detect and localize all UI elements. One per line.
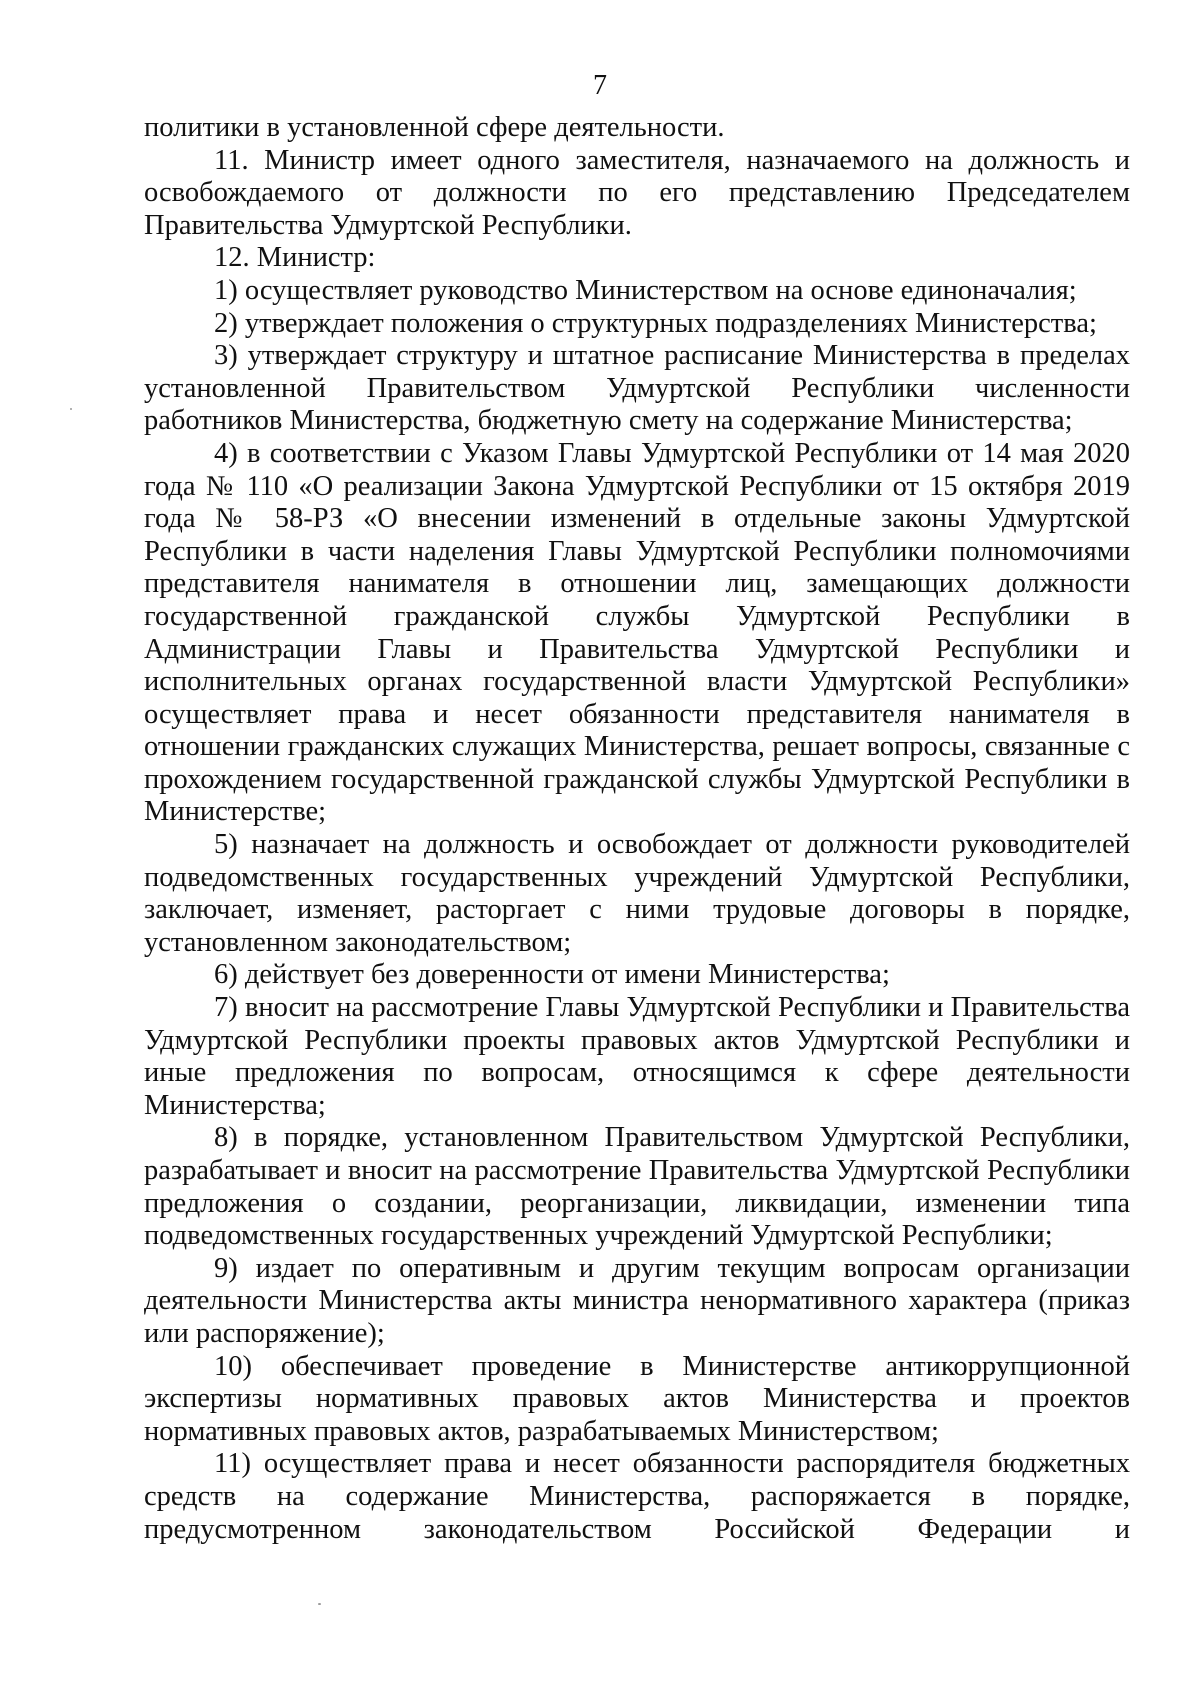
paragraph-clause-11: 11. Министр имеет одного заместителя, назначаемого на должность и освобождаемого от должности по его представлению Председателем Правительства Удмуртской Республики. <box>144 144 1130 241</box>
paragraph-item-2: 2) утверждает положения о структурных подразделениях Министерства; <box>214 307 1097 339</box>
paragraph-item-7: 7) вносит на рассмотрение Главы Удмуртской Республики и Правительства Удмуртской Республики проекты правовых актов Удмуртской Республики и иные предложения по вопросам, относящимся к сфере деятельности Министерства; <box>144 992 1130 1121</box>
paragraph-item-6: 6) действует без доверенности от имени Министерства; <box>214 959 890 991</box>
paragraph-clause-12: 12. Министр: <box>214 242 376 274</box>
paragraph-continuation: политики в установленной сфере деятельности. <box>144 112 725 143</box>
page-number: 7 <box>593 70 607 101</box>
scan-speck <box>70 408 72 410</box>
scan-speck <box>318 1603 321 1605</box>
paragraph-item-1: 1) осуществляет руководство Министерством на основе единоначалия; <box>214 274 1077 306</box>
paragraph-item-9: 9) издает по оперативным и другим текущим вопросам организации деятельности Министерства акты министра ненормативного характера (приказ или распоряжение); <box>144 1252 1130 1349</box>
document-body <box>144 112 1130 1546</box>
paragraph-item-8: 8) в порядке, установленном Правительством Удмуртской Республики, разрабатывает и вносит на рассмотрение Правительства Удмуртской Республики предложения о создании, реорганизации, ликвидации, изменении типа подведомственных государственных учреждений Удмуртской Республики; <box>144 1122 1130 1252</box>
paragraph-item-10: 10) обеспечивает проведение в Министерстве антикоррупционной экспертизы нормативных правовых актов Министерства и проектов нормативных правовых актов, разрабатываемых Министерством; <box>144 1350 1130 1447</box>
paragraph-item-5: 5) назначает на должность и освобождает от должности руководителей подведомственных государственных учреждений Удмуртской Республики, заключает, изменяет, расторгает с ними трудовые договоры в порядке, установленном законодательством; <box>144 829 1130 958</box>
paragraph-item-4: 4) в соответствии с Указом Главы Удмуртской Республики от 14 мая 2020 года № 110 «О реализации Закона Удмуртской Республики от 15 октября 2019 года № 58-РЗ «О внесении изменений в отдельные законы Удмуртской Республики в части наделения Главы Удмуртской Республики полномочиями представителя нанимателя в отношении лиц, замещающих должности государственной гражданской службы Удмуртской Республики в Администрации Главы и Правительства Удмуртской Республики и исполнительных органах государственной власти Удмуртской Республики» осуществляет права и несет обязанности представителя нанимателя в отношении гражданских служащих Министерства, решает вопросы, связанные с прохождением государственной гражданской службы Удмуртской Республики в Министерстве; <box>144 437 1130 828</box>
paragraph-item-11: 11) осуществляет права и несет обязанности распорядителя бюджетных средств на содержание Министерства, распоряжается в порядке, предусмотренном законодательством Российской Федерации и <box>144 1448 1130 1545</box>
paragraph-item-3: 3) утверждает структуру и штатное расписание Министерства в пределах установленной Правительством Удмуртской Республики численности работников Министерства, бюджетную смету на содержание Министерства; <box>144 340 1130 437</box>
